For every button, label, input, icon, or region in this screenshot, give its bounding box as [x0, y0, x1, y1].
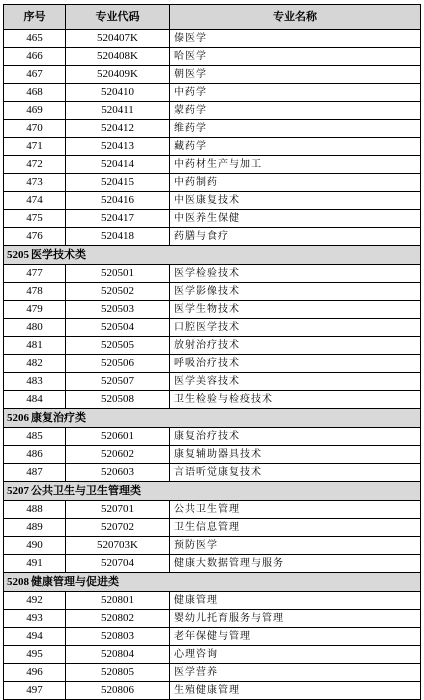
- row-no: 494: [4, 628, 66, 646]
- table-row: [4, 210, 421, 228]
- row-no: 493: [4, 610, 66, 628]
- section-name: 健康管理与促进类: [31, 575, 119, 588]
- table-row: [4, 48, 421, 66]
- row-no: 465: [4, 30, 66, 48]
- table-row: [4, 30, 421, 48]
- row-no: 483: [4, 373, 66, 391]
- row-code: 520506: [66, 355, 170, 373]
- row-code: 520601: [66, 428, 170, 446]
- row-code: 520502: [66, 283, 170, 301]
- table-body: [4, 30, 421, 700]
- row-no: 470: [4, 120, 66, 138]
- row-name: 朝医学: [170, 66, 421, 84]
- row-code: 520415: [66, 174, 170, 192]
- row-name: 健康大数据管理与服务: [170, 555, 421, 573]
- section-cell: [4, 482, 421, 501]
- row-name: 药膳与食疗: [170, 228, 421, 246]
- section-code: 5205: [7, 249, 29, 261]
- header-name: 专业名称: [170, 5, 421, 30]
- row-code: 520416: [66, 192, 170, 210]
- row-no: 480: [4, 319, 66, 337]
- row-name: 婴幼儿托育服务与管理: [170, 610, 421, 628]
- table-header-row: [4, 5, 421, 30]
- row-no: 490: [4, 537, 66, 555]
- table-row: [4, 337, 421, 355]
- row-no: 471: [4, 138, 66, 156]
- table-row: [4, 682, 421, 700]
- row-code: 520409K: [66, 66, 170, 84]
- table-row: [4, 391, 421, 409]
- row-code: 520508: [66, 391, 170, 409]
- table-row: [4, 319, 421, 337]
- row-name: 医学美容技术: [170, 373, 421, 391]
- row-name: 公共卫生管理: [170, 501, 421, 519]
- row-code: 520414: [66, 156, 170, 174]
- table-row: [4, 628, 421, 646]
- table-row: [4, 174, 421, 192]
- section-name: 公共卫生与卫生管理类: [31, 484, 141, 497]
- table-row: [4, 428, 421, 446]
- row-no: 485: [4, 428, 66, 446]
- table-row: [4, 373, 421, 391]
- row-code: 520704: [66, 555, 170, 573]
- table-row: [4, 138, 421, 156]
- row-name: 医学营养: [170, 664, 421, 682]
- row-name: 医学生物技术: [170, 301, 421, 319]
- row-name: 卫生信息管理: [170, 519, 421, 537]
- row-name: 老年保健与管理: [170, 628, 421, 646]
- table-row: [4, 664, 421, 682]
- table-row: [4, 228, 421, 246]
- row-name: 呼吸治疗技术: [170, 355, 421, 373]
- row-name: 健康管理: [170, 592, 421, 610]
- header-no: 序号: [4, 5, 66, 30]
- table-row: [4, 283, 421, 301]
- row-code: 520501: [66, 265, 170, 283]
- row-name: 中医康复技术: [170, 192, 421, 210]
- row-no: 469: [4, 102, 66, 120]
- row-code: 520802: [66, 610, 170, 628]
- table-row: [4, 610, 421, 628]
- row-no: 475: [4, 210, 66, 228]
- row-code: 520411: [66, 102, 170, 120]
- row-no: 488: [4, 501, 66, 519]
- row-no: 467: [4, 66, 66, 84]
- row-name: 预防医学: [170, 537, 421, 555]
- row-name: 生殖健康管理: [170, 682, 421, 700]
- row-name: 蒙药学: [170, 102, 421, 120]
- row-no: 481: [4, 337, 66, 355]
- row-no: 486: [4, 446, 66, 464]
- row-name: 心理咨询: [170, 646, 421, 664]
- row-no: 477: [4, 265, 66, 283]
- table-row: [4, 501, 421, 519]
- row-no: 492: [4, 592, 66, 610]
- row-no: 496: [4, 664, 66, 682]
- row-code: 520412: [66, 120, 170, 138]
- row-name: 言语听觉康复技术: [170, 464, 421, 482]
- table-row: [4, 464, 421, 482]
- row-code: 520803: [66, 628, 170, 646]
- row-name: 中药学: [170, 84, 421, 102]
- row-name: 康复治疗技术: [170, 428, 421, 446]
- specialty-table: [3, 4, 421, 700]
- row-no: 468: [4, 84, 66, 102]
- row-no: 482: [4, 355, 66, 373]
- row-code: 520410: [66, 84, 170, 102]
- row-code: 520701: [66, 501, 170, 519]
- row-no: 484: [4, 391, 66, 409]
- table-row: [4, 537, 421, 555]
- row-code: 520507: [66, 373, 170, 391]
- row-name: 卫生检验与检疫技术: [170, 391, 421, 409]
- table-row: [4, 84, 421, 102]
- table-row: [4, 592, 421, 610]
- row-code: 520504: [66, 319, 170, 337]
- section-row: [4, 573, 421, 592]
- section-code: 5206: [7, 412, 29, 424]
- section-code: 5208: [7, 576, 29, 588]
- table-row: [4, 265, 421, 283]
- row-name: 口腔医学技术: [170, 319, 421, 337]
- table-row: [4, 156, 421, 174]
- row-no: 478: [4, 283, 66, 301]
- table-row: [4, 120, 421, 138]
- row-code: 520806: [66, 682, 170, 700]
- row-name: 中医养生保健: [170, 210, 421, 228]
- row-code: 520603: [66, 464, 170, 482]
- row-code: 520702: [66, 519, 170, 537]
- row-no: 491: [4, 555, 66, 573]
- row-no: 476: [4, 228, 66, 246]
- row-code: 520804: [66, 646, 170, 664]
- table-row: [4, 446, 421, 464]
- row-code: 520407K: [66, 30, 170, 48]
- header-code: 专业代码: [66, 5, 170, 30]
- row-no: 487: [4, 464, 66, 482]
- row-name: 傣医学: [170, 30, 421, 48]
- row-code: 520503: [66, 301, 170, 319]
- row-name: 中药材生产与加工: [170, 156, 421, 174]
- row-no: 472: [4, 156, 66, 174]
- row-name: 哈医学: [170, 48, 421, 66]
- row-code: 520418: [66, 228, 170, 246]
- row-name: 医学影像技术: [170, 283, 421, 301]
- section-cell: [4, 246, 421, 265]
- row-code: 520602: [66, 446, 170, 464]
- row-no: 489: [4, 519, 66, 537]
- row-name: 维药学: [170, 120, 421, 138]
- row-code: 520703K: [66, 537, 170, 555]
- section-row: [4, 246, 421, 265]
- section-code: 5207: [7, 485, 29, 497]
- table-row: [4, 66, 421, 84]
- table-row: [4, 301, 421, 319]
- row-no: 479: [4, 301, 66, 319]
- row-name: 医学检验技术: [170, 265, 421, 283]
- row-name: 藏药学: [170, 138, 421, 156]
- row-no: 497: [4, 682, 66, 700]
- row-code: 520801: [66, 592, 170, 610]
- table-row: [4, 355, 421, 373]
- section-row: [4, 482, 421, 501]
- section-name: 康复治疗类: [31, 411, 86, 424]
- section-cell: [4, 409, 421, 428]
- row-no: 495: [4, 646, 66, 664]
- table-row: [4, 555, 421, 573]
- table-row: [4, 192, 421, 210]
- row-code: 520413: [66, 138, 170, 156]
- table-row: [4, 102, 421, 120]
- row-no: 466: [4, 48, 66, 66]
- row-code: 520417: [66, 210, 170, 228]
- row-name: 康复辅助器具技术: [170, 446, 421, 464]
- row-no: 473: [4, 174, 66, 192]
- row-code: 520408K: [66, 48, 170, 66]
- row-name: 中药制药: [170, 174, 421, 192]
- row-no: 474: [4, 192, 66, 210]
- table-row: [4, 519, 421, 537]
- row-code: 520505: [66, 337, 170, 355]
- section-cell: [4, 573, 421, 592]
- table-row: [4, 646, 421, 664]
- section-row: [4, 409, 421, 428]
- section-name: 医学技术类: [31, 248, 86, 261]
- row-code: 520805: [66, 664, 170, 682]
- row-name: 放射治疗技术: [170, 337, 421, 355]
